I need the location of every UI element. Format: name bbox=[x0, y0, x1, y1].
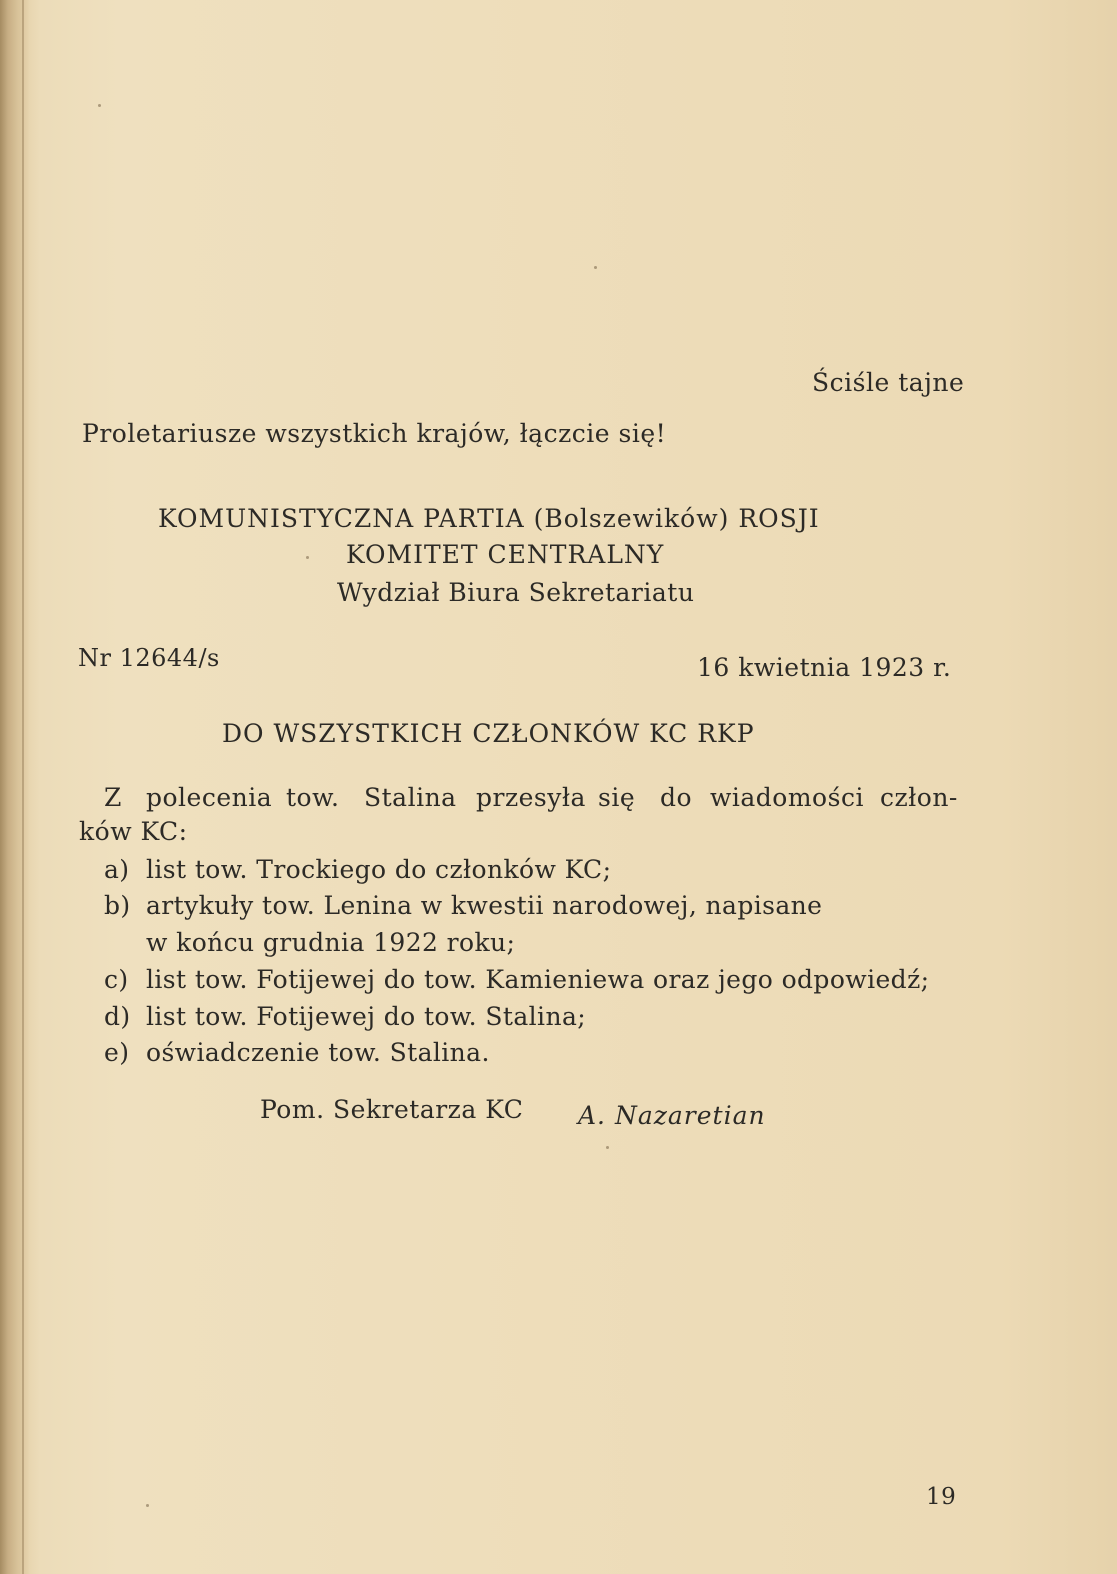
intro-word: polecenia bbox=[146, 783, 273, 812]
intro-word: człon- bbox=[880, 783, 958, 812]
list-item-text: artykuły tow. Lenina w kwestii narodowej, napisane bbox=[146, 891, 823, 920]
list-item-text: oświadczenie tow. Stalina. bbox=[146, 1038, 490, 1067]
list-item-marker: c) bbox=[104, 965, 129, 994]
page-binding-edge bbox=[0, 0, 30, 1574]
party-heading: KOMUNISTYCZNA PARTIA (Bolszewików) ROSJI bbox=[158, 504, 820, 533]
paper-speck bbox=[146, 1504, 149, 1507]
intro-word: Stalina bbox=[364, 783, 457, 812]
list-item-marker: a) bbox=[104, 855, 130, 884]
page-fold-line bbox=[22, 0, 24, 1574]
signer-role: Pom. Sekretarza KC bbox=[260, 1095, 524, 1124]
slogan: Proletariusze wszystkich krajów, łączcie się! bbox=[82, 419, 667, 448]
list-item-text: list tow. Fotijewej do tow. Kamieniewa oraz jego odpowiedź; bbox=[146, 965, 930, 994]
addressee-heading: DO WSZYSTKICH CZŁONKÓW KC RKP bbox=[222, 719, 755, 748]
document-date: 16 kwietnia 1923 r. bbox=[697, 653, 952, 682]
committee-heading: KOMITET CENTRALNY bbox=[346, 540, 665, 569]
paper-speck bbox=[606, 1146, 609, 1149]
paper-speck bbox=[98, 104, 101, 107]
intro-word: Z bbox=[104, 783, 122, 812]
signer-name: A. Nazaretian bbox=[578, 1101, 766, 1130]
intro-word: do bbox=[660, 783, 693, 812]
intro-word: przesyła bbox=[476, 783, 586, 812]
list-item-continuation: w końcu grudnia 1922 roku; bbox=[146, 928, 516, 957]
list-item-marker: b) bbox=[104, 891, 131, 920]
document-number: Nr 12644/s bbox=[78, 644, 220, 672]
paper-speck bbox=[594, 266, 597, 269]
page-number: 19 bbox=[926, 1484, 957, 1510]
intro-word: wiadomości bbox=[710, 783, 864, 812]
paper-speck bbox=[306, 556, 309, 559]
list-item-marker: d) bbox=[104, 1002, 131, 1031]
list-item-text: list tow. Fotijewej do tow. Stalina; bbox=[146, 1002, 587, 1031]
list-item-marker: e) bbox=[104, 1038, 130, 1067]
list-item-text: list tow. Trockiego do członków KC; bbox=[146, 855, 612, 884]
intro-word: tow. bbox=[286, 783, 340, 812]
intro-line-2: ków KC: bbox=[79, 817, 188, 846]
classification-label: Ściśle tajne bbox=[812, 368, 965, 397]
department-heading: Wydział Biura Sekretariatu bbox=[337, 578, 695, 607]
intro-word: się bbox=[598, 783, 636, 812]
